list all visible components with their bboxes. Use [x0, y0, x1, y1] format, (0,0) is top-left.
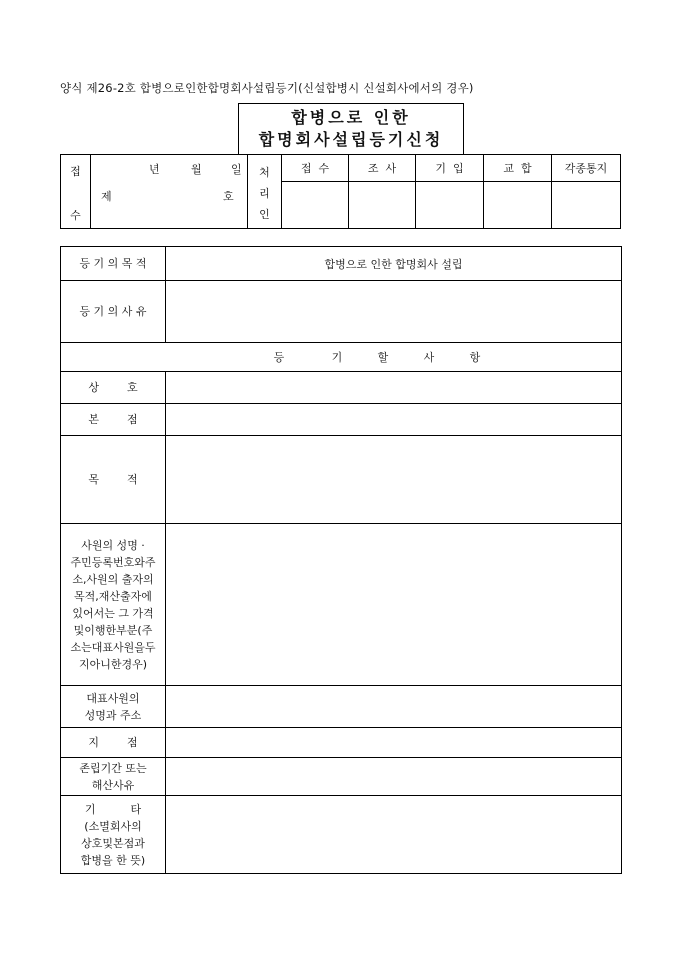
title-line-2: 합명회사설립등기신청 — [258, 130, 444, 149]
partners-info-line: 지아니한경우) — [78, 657, 148, 671]
duration-line: 해산사유 — [91, 778, 135, 792]
receipt-table — [60, 154, 621, 229]
receipt-day: 일 — [231, 163, 242, 176]
partners-info-line: 및이행한부분(주 — [73, 623, 153, 637]
partners-info-line: 사원의 성명 · — [81, 538, 145, 552]
receipt-jeop: 접 — [70, 165, 81, 178]
partners-info-line: 소,사원의 출자의 — [72, 572, 154, 586]
partners-info-label — [61, 524, 166, 686]
entry-stamp-cell[interactable] — [416, 182, 484, 229]
receipt-date-cell — [91, 155, 248, 182]
purpose-label: 등 기 의 목 적 — [61, 247, 166, 281]
receipt-number-cell — [91, 182, 248, 229]
processor-label-cell — [248, 155, 282, 229]
duration-value[interactable] — [166, 758, 622, 796]
business-purpose-value[interactable] — [166, 436, 622, 524]
other-line: 기 타 — [84, 802, 142, 816]
processor-char-2: 리 — [259, 187, 270, 200]
section-header — [61, 343, 622, 372]
section-header-char: 할 — [377, 351, 389, 364]
partners-info-line: 주민등록번호와주 — [70, 555, 156, 569]
partners-info-value[interactable] — [166, 524, 622, 686]
head-office-label: 본 점 — [61, 404, 166, 436]
other-label — [61, 796, 166, 874]
col-header-inspect: 조 사 — [349, 155, 416, 182]
receipt-ho: 호 — [223, 189, 234, 203]
receipt-year: 년 — [149, 163, 160, 176]
section-header-char: 기 — [331, 351, 343, 364]
duration-line: 존립기간 또는 — [79, 761, 147, 775]
receipt-month: 월 — [191, 163, 202, 176]
processor-char-3: 인 — [259, 208, 270, 221]
branch-value[interactable] — [166, 728, 622, 758]
receipt-label-cell — [61, 155, 91, 229]
representative-line: 성명과 주소 — [84, 708, 142, 722]
reason-value[interactable] — [166, 281, 622, 343]
col-header-verify: 교 합 — [484, 155, 552, 182]
notices-stamp-cell[interactable] — [552, 182, 621, 229]
section-header-char: 항 — [469, 351, 481, 364]
partners-info-line: 있어서는 그 가격 — [72, 606, 154, 620]
duration-label — [61, 758, 166, 796]
representative-label — [61, 686, 166, 728]
col-header-receipt: 접 수 — [282, 155, 349, 182]
section-header-char: 등 — [273, 351, 285, 364]
document-title — [238, 103, 464, 154]
branch-label: 지 점 — [61, 728, 166, 758]
partners-info-line: 소는대표사원을두 — [70, 640, 156, 654]
business-purpose-label: 목 적 — [61, 436, 166, 524]
head-office-value[interactable] — [166, 404, 622, 436]
representative-line: 대표사원의 — [86, 691, 140, 705]
other-line: 상호및본점과 — [81, 836, 145, 850]
purpose-value[interactable]: 합병으로 인한 합명회사 설립 — [166, 247, 622, 281]
processor-char-1: 처 — [259, 166, 270, 179]
form-number-label: 양식 제26-2호 합병으로인한합명회사설립등기(신설합병시 신설회사에서의 경우) — [60, 81, 474, 95]
trade-name-label: 상 호 — [61, 372, 166, 404]
partners-info-line: 목적,재산출자에 — [74, 589, 152, 603]
trade-name-value[interactable] — [166, 372, 622, 404]
reason-label: 등 기 의 사 유 — [61, 281, 166, 343]
inspect-stamp-cell[interactable] — [349, 182, 416, 229]
verify-stamp-cell[interactable] — [484, 182, 552, 229]
receipt-su: 수 — [70, 209, 81, 222]
receipt-je: 제 — [101, 189, 112, 203]
col-header-notices: 각종통지 — [552, 155, 621, 182]
col-header-entry: 기 입 — [416, 155, 484, 182]
other-value[interactable] — [166, 796, 622, 874]
receipt-stamp-cell[interactable] — [282, 182, 349, 229]
registration-table — [60, 246, 622, 874]
other-line: 합병을 한 뜻) — [80, 853, 146, 867]
other-line: (소멸회사의 — [84, 819, 142, 833]
title-line-1: 합병으로 인한 — [291, 108, 411, 127]
representative-value[interactable] — [166, 686, 622, 728]
section-header-char: 사 — [423, 351, 435, 364]
